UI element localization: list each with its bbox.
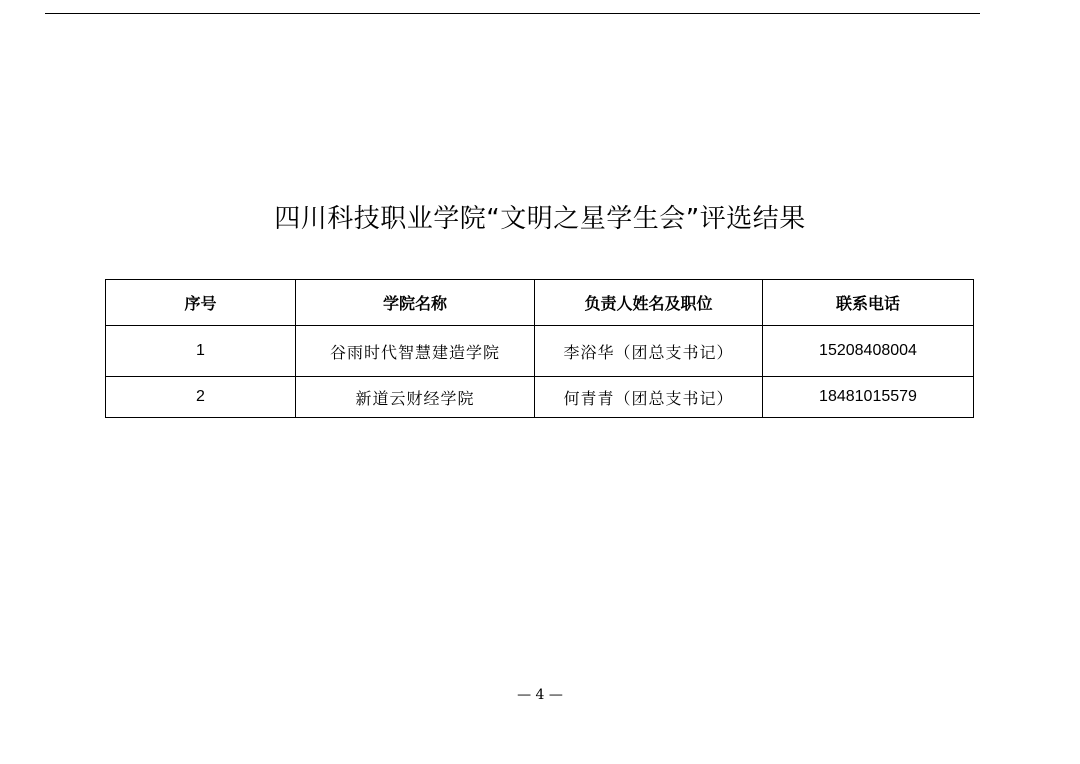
table-row (106, 377, 974, 418)
results-table (105, 279, 974, 418)
header-leader: 负责人姓名及职位 (535, 280, 763, 326)
cell-index: 1 (106, 326, 296, 377)
cell-leader: 李浴华（团总支书记） (535, 326, 763, 377)
cell-phone: 15208408004 (763, 326, 974, 377)
cell-phone: 18481015579 (763, 377, 974, 418)
document-title: 四川科技职业学院“文明之星学生会”评选结果 (274, 204, 806, 234)
header-phone: 联系电话 (763, 280, 974, 326)
header-college-name: 学院名称 (296, 280, 535, 326)
top-rule (45, 13, 980, 14)
table-header-row (106, 280, 974, 326)
cell-college-name: 新道云财经学院 (296, 377, 535, 418)
header-index: 序号 (106, 280, 296, 326)
table-row (106, 326, 974, 377)
cell-index: 2 (106, 377, 296, 418)
page-number: — 4 — (517, 687, 563, 703)
cell-college-name: 谷雨时代智慧建造学院 (296, 326, 535, 377)
cell-leader: 何青青（团总支书记） (535, 377, 763, 418)
